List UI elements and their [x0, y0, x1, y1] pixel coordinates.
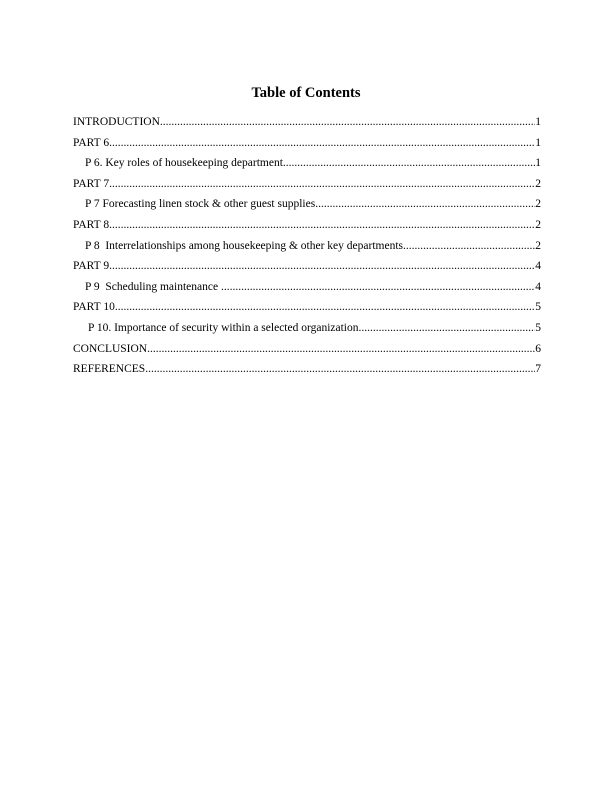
toc-entry-text: PART 6 [73, 136, 110, 149]
toc-page-number: 2 [535, 218, 541, 231]
toc-entry-part-8[interactable] [73, 218, 541, 239]
toc-entry-text: P 8 Interrelationships among housekeeping & other key departments [85, 239, 403, 252]
toc-entry-text: PART 7 [73, 177, 110, 190]
toc-entry-text: PART 8 [73, 218, 110, 231]
dot-leader [283, 156, 535, 170]
toc-entry-text: REFERENCES [73, 363, 146, 376]
dot-leader [109, 218, 535, 232]
toc-entry-conclusion[interactable] [73, 342, 541, 363]
toc-page-number: 2 [535, 177, 541, 190]
toc-entry-p9[interactable] [73, 280, 541, 301]
toc-page-number: 1 [535, 136, 541, 149]
toc-entry-references[interactable] [73, 362, 541, 383]
toc-page-number: 4 [535, 260, 541, 273]
toc-page-number: 6 [535, 342, 541, 355]
toc-page-number: 2 [535, 198, 541, 211]
toc-entry-p7[interactable] [73, 197, 541, 218]
toc-entry-text: P 7 Forecasting linen stock & other guest supplies [85, 198, 316, 211]
toc-entry-text: CONCLUSION [73, 342, 148, 355]
dot-leader [403, 239, 535, 253]
toc-entry-text: PART 9 [73, 260, 110, 273]
dot-leader [109, 177, 535, 191]
toc-entry-p8[interactable] [73, 239, 541, 260]
dot-leader [221, 280, 535, 294]
dot-leader [160, 115, 535, 129]
dot-leader [147, 342, 535, 356]
toc-page-number: 5 [535, 321, 541, 334]
toc-entry-text: INTRODUCTION [73, 116, 160, 128]
toc-entry-introduction[interactable] [73, 115, 541, 136]
toc-page-number: 2 [535, 239, 541, 252]
toc-entry-text: P 6. Key roles of housekeeping department [85, 157, 283, 170]
toc-entry-part-6[interactable] [73, 136, 541, 157]
toc-list [73, 115, 541, 383]
dot-leader [115, 300, 535, 314]
toc-title: Table of Contents [251, 85, 361, 101]
toc-page-number: 1 [535, 157, 541, 170]
toc-entry-p6[interactable] [73, 156, 541, 177]
dot-leader [109, 259, 535, 273]
toc-entry-part-10[interactable] [73, 300, 541, 321]
toc-entry-part-9[interactable] [73, 259, 541, 280]
toc-page-number: 1 [535, 116, 541, 128]
toc-entry-text: PART 10 [73, 301, 115, 314]
dot-leader [145, 362, 535, 376]
toc-entry-part-7[interactable] [73, 177, 541, 198]
dot-leader [109, 136, 535, 150]
toc-entry-text: P 10. Importance of security within a selected organization [88, 321, 359, 334]
toc-page-number: 5 [535, 301, 541, 314]
toc-entry-text: P 9 Scheduling maintenance [85, 280, 221, 293]
toc-page-number: 4 [535, 280, 541, 293]
dot-leader [315, 197, 535, 211]
dot-leader [359, 321, 536, 335]
toc-entry-p10[interactable] [73, 321, 541, 342]
toc-page-number: 7 [535, 363, 541, 376]
